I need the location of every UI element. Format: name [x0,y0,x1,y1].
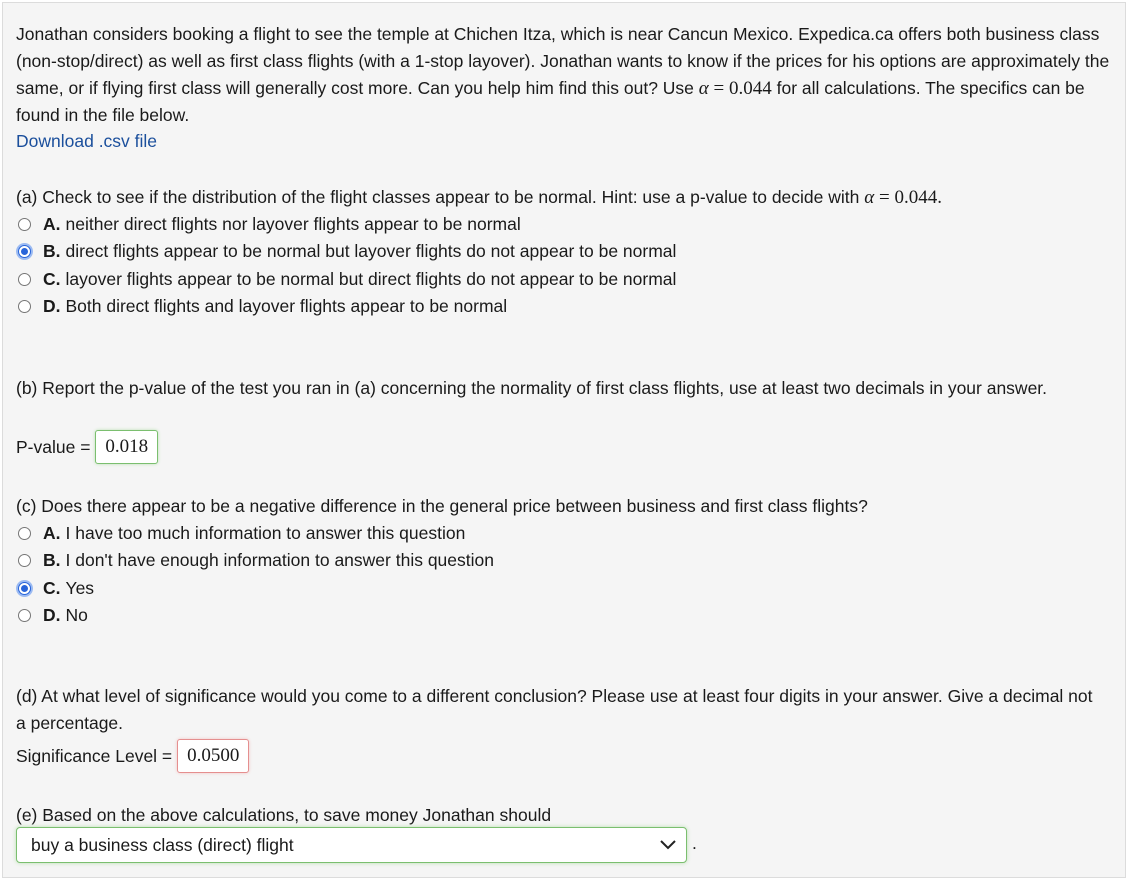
part-b-answer-row [16,430,158,464]
part-a-option-b[interactable] [16,238,676,265]
radio-button[interactable] [18,300,31,313]
significance-level-input[interactable]: 0.0500 [177,739,249,773]
option-text: Both direct flights and layover flights appear to be normal [65,296,508,316]
part-d-question: (d) At what level of significance would you come to a different conclusion? Please use at least four digits in your answer. Give a decimal not a percentage. [16,686,1093,733]
radio-button[interactable] [18,218,31,231]
part-d-answer-row [16,739,249,773]
option-letter: C. [43,269,61,289]
part-a-alpha-expression [864,187,942,208]
part-a-option-a[interactable] [16,211,521,238]
part-e-question: (e) Based on the above calculations, to save money Jonathan should [16,805,552,825]
option-text: I have too much information to answer this question [65,523,466,543]
option-letter: A. [43,523,61,543]
alpha-equals: = [708,78,729,99]
radio-button[interactable] [18,527,31,540]
part-c-option-a[interactable] [16,520,465,547]
option-text: I don't have enough information to answer this question [65,550,494,570]
problem-intro [16,21,1111,129]
conclusion-dropdown[interactable] [16,827,687,863]
chevron-down-icon [660,839,676,851]
option-letter: D. [43,605,61,625]
option-letter: C. [43,578,61,598]
radio-button[interactable] [18,554,31,567]
option-text: direct flights appear to be normal but layover flights do not appear to be normal [65,241,677,261]
alpha-symbol: α [698,78,709,99]
option-letter: B. [43,241,61,261]
part-b-question: (b) Report the p-value of the test you ran in (a) concerning the normality of first class flights, use at least two decimals in your answer. [16,378,1048,398]
radio-button-checked[interactable] [18,582,31,595]
option-text: neither direct flights nor layover flights appear to be normal [65,214,521,234]
part-c-option-c[interactable] [16,575,94,602]
part-c-option-d[interactable] [16,602,88,629]
part-c-option-b[interactable] [16,547,494,574]
p-value-label: P-value = [16,436,91,457]
alpha-value: 0.044 [728,78,772,99]
part-a-option-c[interactable] [16,266,676,293]
option-letter: A. [43,214,61,234]
part-a-alpha-equals: = [874,187,895,208]
radio-button-checked[interactable] [18,245,31,258]
intro-text-after: for all calculations. The specifics can be found in the file below. [16,78,1085,125]
dropdown-selected-value: buy a business class (direct) flight [31,834,294,855]
option-letter: D. [43,296,61,316]
option-text: layover flights appear to be normal but direct flights do not appear to be normal [65,269,677,289]
part-a-option-d[interactable] [16,293,507,320]
p-value-input[interactable]: 0.018 [95,430,158,464]
option-text: No [65,605,88,625]
part-a-alpha-symbol: α [864,187,875,208]
part-a-alpha-value: 0.044. [894,187,942,208]
part-c-question: (c) Does there appear to be a negative difference in the general price between business and first class flights? [16,496,868,516]
option-letter: B. [43,550,61,570]
option-text: Yes [65,578,95,598]
radio-button[interactable] [18,609,31,622]
alpha-expression [699,78,772,99]
radio-button[interactable] [18,273,31,286]
question-panel [2,2,1126,878]
intro-text: Jonathan considers booking a flight to see the temple at Chichen Itza, which is near Cancun Mexico. Expedica.ca offers both business class (non-stop/direct) as well as first class flights (with a 1-stop layover). Jonathan wants to know if the prices for his options are approximately the same, or if flying first class will generally cost more. Can you help him find this out? Use [16,24,1110,98]
part-a-question [16,184,1106,211]
part-a-question-text: (a) Check to see if the distribution of the flight classes appear to be normal. Hint: use a p-value to decide with [16,187,865,207]
download-csv-link[interactable]: Download .csv file [16,131,158,151]
significance-level-label: Significance Level = [16,745,173,766]
trailing-period: . [692,833,697,853]
